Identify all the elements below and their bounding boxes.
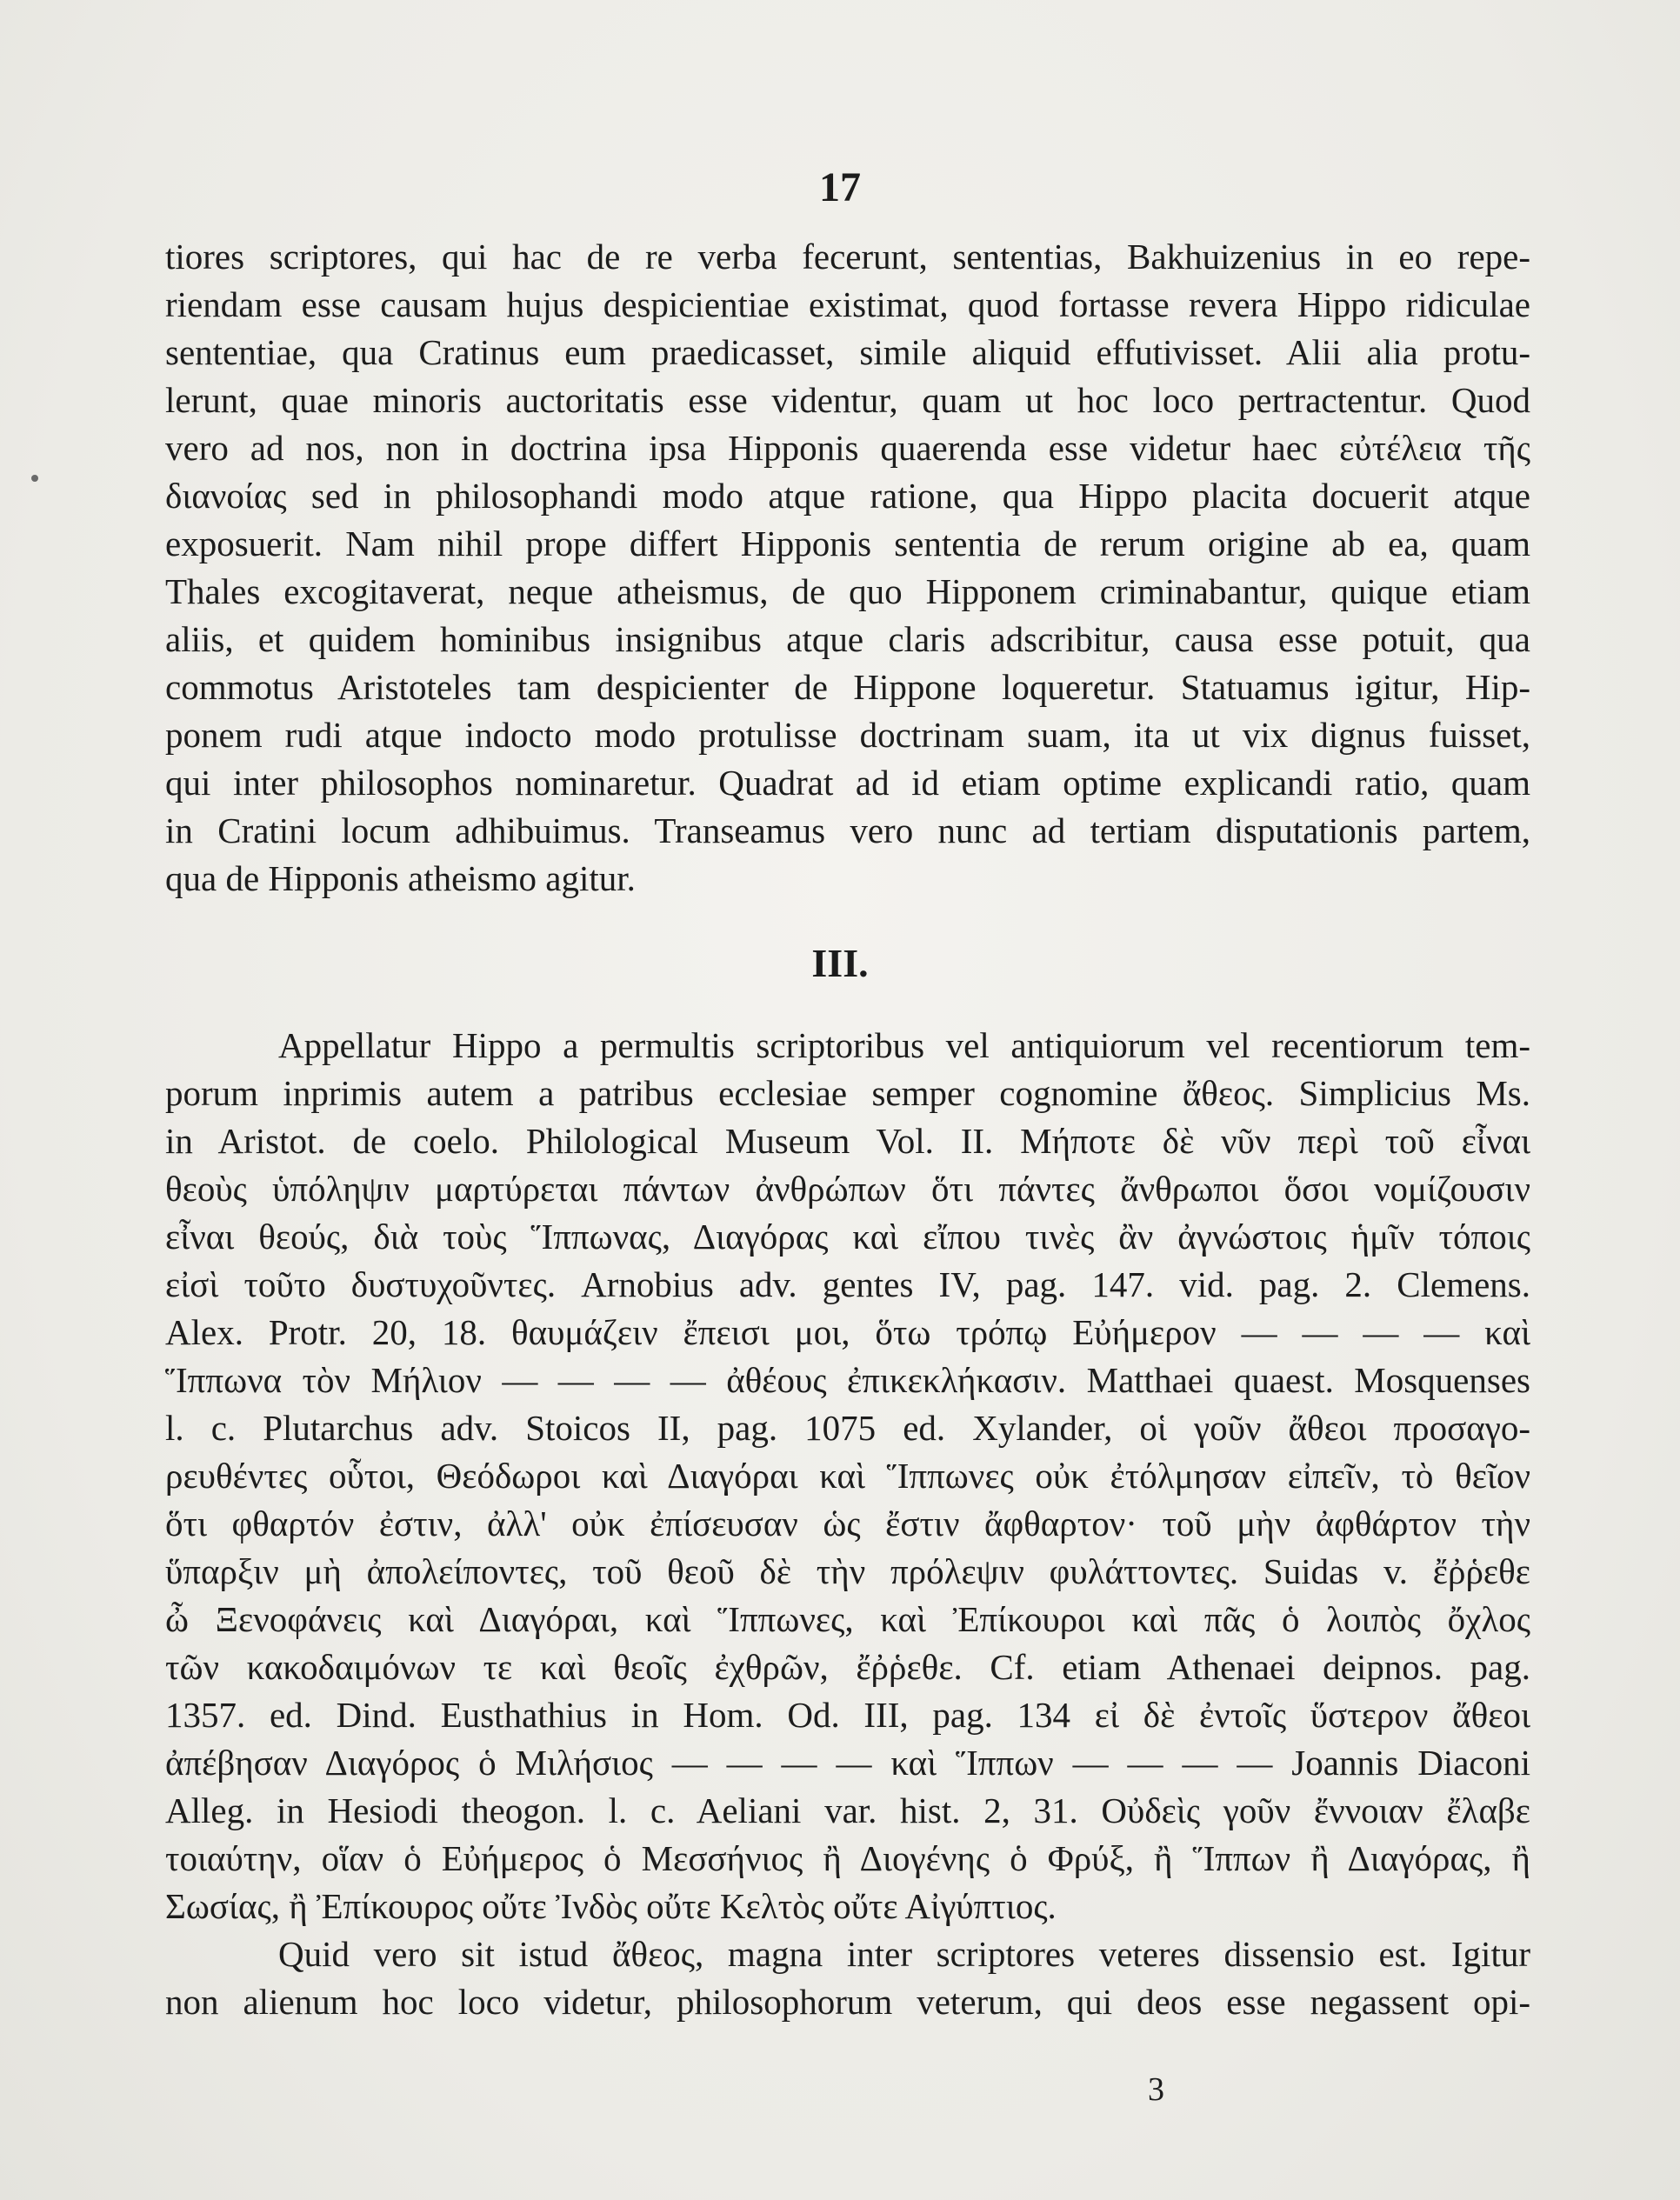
text-line: tiores scriptores, qui hac de re verba fecerunt, sententias, Bakhuizenius in eo repe- [165,237,1530,277]
text-line: non alienum hoc loco videtur, philosophorum veterum, qui deos esse negassent opi- [165,1982,1530,2022]
text-line: ὦ Ξενοφάνεις καὶ Διαγόραι, καὶ Ἵππωνες, καὶ Ἐπίκουροι καὶ πᾶς ὁ λοιπὸς ὄχλος [165,1599,1530,1639]
text-line: qui inter philosophos nominaretur. Quadrat ad id etiam optime explicandi ratio, quam [165,763,1530,803]
text-line: Thales excogitaverat, neque atheismus, de quo Hipponem criminabantur, quique etiam [165,571,1530,611]
paragraph-2 [165,1022,1530,2026]
text-line: lerunt, quae minoris auctoritatis esse videntur, quam ut hoc loco pertractentur. Quod [165,380,1530,420]
text-line: l. c. Plutarchus adv. Stoicos II, pag. 1075 ed. Xylander, οἱ γοῦν ἄθεοι προσαγο- [165,1408,1530,1448]
text-line: 1357. ed. Dind. Eusthathius in Hom. Od. III, pag. 134 εἰ δὲ ἐντοῖς ὕστερον ἄθεοι [165,1695,1530,1735]
text-line: exposuerit. Nam nihil prope differt Hipponis sententia de rerum origine ab ea, quam [165,523,1530,563]
signature-mark: 3 [1148,2071,1164,2108]
section-heading: III. [811,941,869,985]
text-line: τῶν κακοδαιμόνων τε καὶ θεοῖς ἐχθρῶν, ἔῤῥεθε. Cf. etiam Athenaei deipnos. pag. [165,1647,1530,1687]
text-line: vero ad nos, non in doctrina ipsa Hipponis quaerenda esse videtur haec εὐτέλεια τῆς [165,428,1530,468]
text-line: sententiae, qua Cratinus eum praedicasset, simile aliquid effutivisset. Alii alia protu- [165,332,1530,372]
text-line: εἶναι θεούς, διὰ τοὺς Ἵππωνας, Διαγόρας καὶ εἴπου τινὲς ἂν ἀγνώστοις ἡμῖν τόποις [165,1217,1530,1257]
ink-speck [31,475,38,482]
text-line: ἀπέβησαν Διαγόρος ὁ Μιλήσιος — — — — καὶ Ἵππων — — — — Joannis Diaconi [165,1743,1530,1783]
text-line: qua de Hipponis atheismo agitur. [165,858,636,898]
text-line: ponem rudi atque indocto modo protulisse doctrinam suam, ita ut vix dignus fuisset, [165,715,1530,755]
text-line: Ἵππωνα τὸν Μήλιον — — — — ἀθέους ἐπικεκλήκασιν. Matthaei quaest. Mosquenses [165,1360,1530,1400]
text-line: porum inprimis autem a patribus ecclesiae semper cognomine ἄθεος. Simplicius Ms. [165,1073,1530,1113]
text-line: in Aristot. de coelo. Philological Museum Vol. II. Μήποτε δὲ νῦν περὶ τοῦ εἶναι [165,1121,1530,1161]
text-line: ὅτι φθαρτόν ἐστιν, ἀλλ' οὐκ ἐπίσευσαν ὡς ἔστιν ἄφθαρτον· τοῦ μὴν ἀφθάρτον τὴν [165,1503,1530,1543]
text-line: Appellatur Hippo a permultis scriptoribus vel antiquiorum vel recentiorum tem- [278,1025,1530,1065]
text-line: Alleg. in Hesiodi theogon. l. c. Aeliani var. hist. 2, 31. Οὐδεὶς γοῦν ἔννοιαν ἔλαβε [165,1790,1530,1830]
paragraph-1 [165,233,1530,903]
text-line: εἰσὶ τοῦτο δυστυχοῦντες. Arnobius adv. gentes IV, pag. 147. vid. pag. 2. Clemens. [165,1264,1530,1304]
text-line: aliis, et quidem hominibus insignibus atque claris adscribitur, causa esse potuit, qua [165,619,1530,659]
text-line: Σωσίας, ἢ Ἐπίκουρος οὔτε Ἰνδὸς οὔτε Κελτὸς οὔτε Αἰγύπτιος. [165,1886,1057,1926]
text-line: Alex. Protr. 20, 18. θαυμάζειν ἔπεισι μοι, ὅτω τρόπῳ Εὐήμερον — — — — καὶ [165,1312,1530,1352]
text-line: riendam esse causam hujus despicientiae existimat, quod fortasse revera Hippo ridiculae [165,284,1530,324]
text-line: τοιαύτην, οἵαν ὁ Εὐήμερος ὁ Μεσσήνιος ἢ Διογένης ὁ Φρύξ, ἢ Ἵππων ἢ Διαγόρας, ἢ [165,1838,1530,1878]
text-line: θεοὺς ὑπόληψιν μαρτύρεται πάντων ἀνθρώπων ὅτι πάντες ἄνθρωποι ὅσοι νομίζουσιν [165,1169,1530,1209]
page-number: 17 [819,164,861,210]
text-line: in Cratini locum adhibuimus. Transeamus vero nunc ad tertiam disputationis partem, [165,810,1530,850]
text-line: ὕπαρξιν μὴ ἀπολείποντες, τοῦ θεοῦ δὲ τὴν πρόλεψιν φυλάττοντες. Suidas v. ἔῤῥεθε [165,1551,1530,1591]
text-line: commotus Aristoteles tam despicienter de Hippone loqueretur. Statuamus igitur, Hip- [165,667,1530,707]
text-line: διανοίας sed in philosophandi modo atque ratione, qua Hippo placita docuerit atque [165,476,1530,516]
text-line: ρευθέντες οὗτοι, Θεόδωροι καὶ Διαγόραι καὶ Ἵππωνες οὐκ ἐτόλμησαν εἰπεῖν, τὸ θεῖον [165,1456,1530,1496]
text-line: Quid vero sit istud ἄθεος, magna inter scriptores veteres dissensio est. Igitur [278,1934,1530,1974]
